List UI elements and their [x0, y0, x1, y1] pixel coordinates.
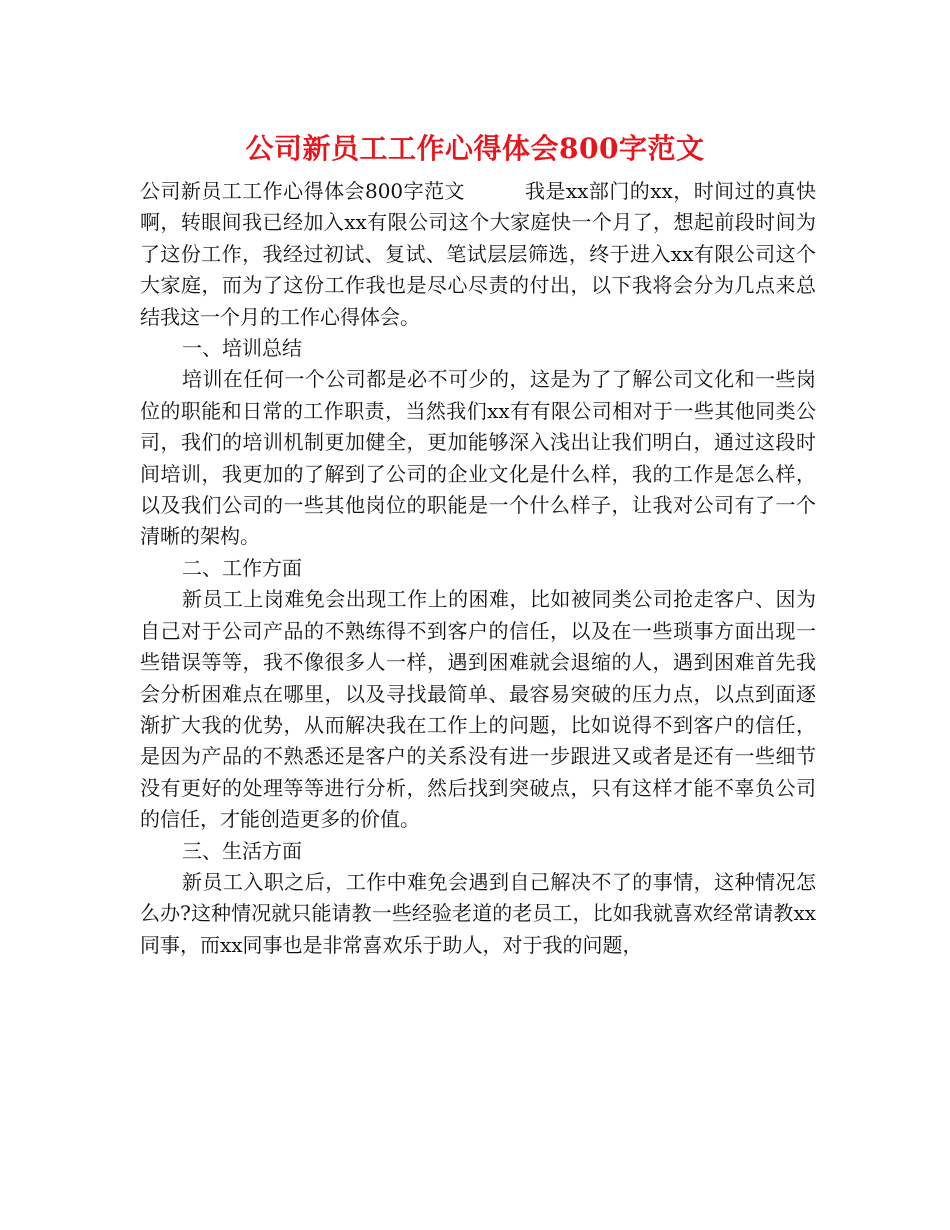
section-paragraph-work: 新员工上岗难免会出现工作上的困难，比如被同类公司抢走客户、因为自己对于公司产品的不熟练得不到客户的信任，以及在一些琐事方面出现一些错误等等，我不像很多人一样，遇到困难就会退缩的人，遇到困难首先我会分析困难点在哪里，以及寻找最简单、最容易突破的压力点，以点到面逐渐扩大我的优势，从而解决我在工作上的问题，比如说得不到客户的信任，是因为产品的不熟悉还是客户的关系没有进一步跟进又或者是还有一些细节没有更好的处理等等进行分析，然后找到突破点，只有这样才能不辜负公司的信任，才能创造更多的价值。 — [140, 587, 816, 832]
intro-title: 公司新员工工作心得体会800字范文 — [140, 179, 465, 203]
section-paragraph-life: 新员工入职之后，工作中难免会遇到自己解决不了的事情，这种情况怎么办?这种情况就只能请教一些经验老道的老员工，比如我就喜欢经常请教xx同事，而xx同事也是非常喜欢乐于助人，对于我的问题， — [140, 869, 816, 957]
document-title: 公司新员工工作心得体会800字范文 — [245, 132, 705, 165]
intro-paragraph — [140, 176, 816, 333]
intro-text: 我是xx部门的xx，时间过的真快啊，转眼间我已经加入xx有限公司这个大家庭快一个月了，想起前段时间为了这份工作，我经过初试、复试、笔试层层筛选，终于进入xx有限公司这个大家庭，而为了这份工作我也是尽心尽责的付出，以下我将会分为几点来总结我这一个月的工作心得体会。 — [140, 179, 816, 329]
section-heading-life: 三、生活方面 — [182, 838, 302, 863]
document-body — [140, 176, 816, 961]
section-paragraph-training: 培训在任何一个公司都是必不可少的，这是为了了解公司文化和一些岗位的职能和日常的工作职责，当然我们xx有有限公司相对于一些其他同类公司，我们的培训机制更加健全，更加能够深入浅出让我们明白，通过这段时间培训，我更加的了解到了公司的企业文化是什么样，我的工作是怎么样，以及我们公司的一些其他岗位的职能是一个什么样子，让我对公司有了一个清晰的架构。 — [140, 367, 816, 549]
section-heading-work: 二、工作方面 — [182, 555, 302, 580]
section-heading-training: 一、培训总结 — [182, 336, 302, 361]
